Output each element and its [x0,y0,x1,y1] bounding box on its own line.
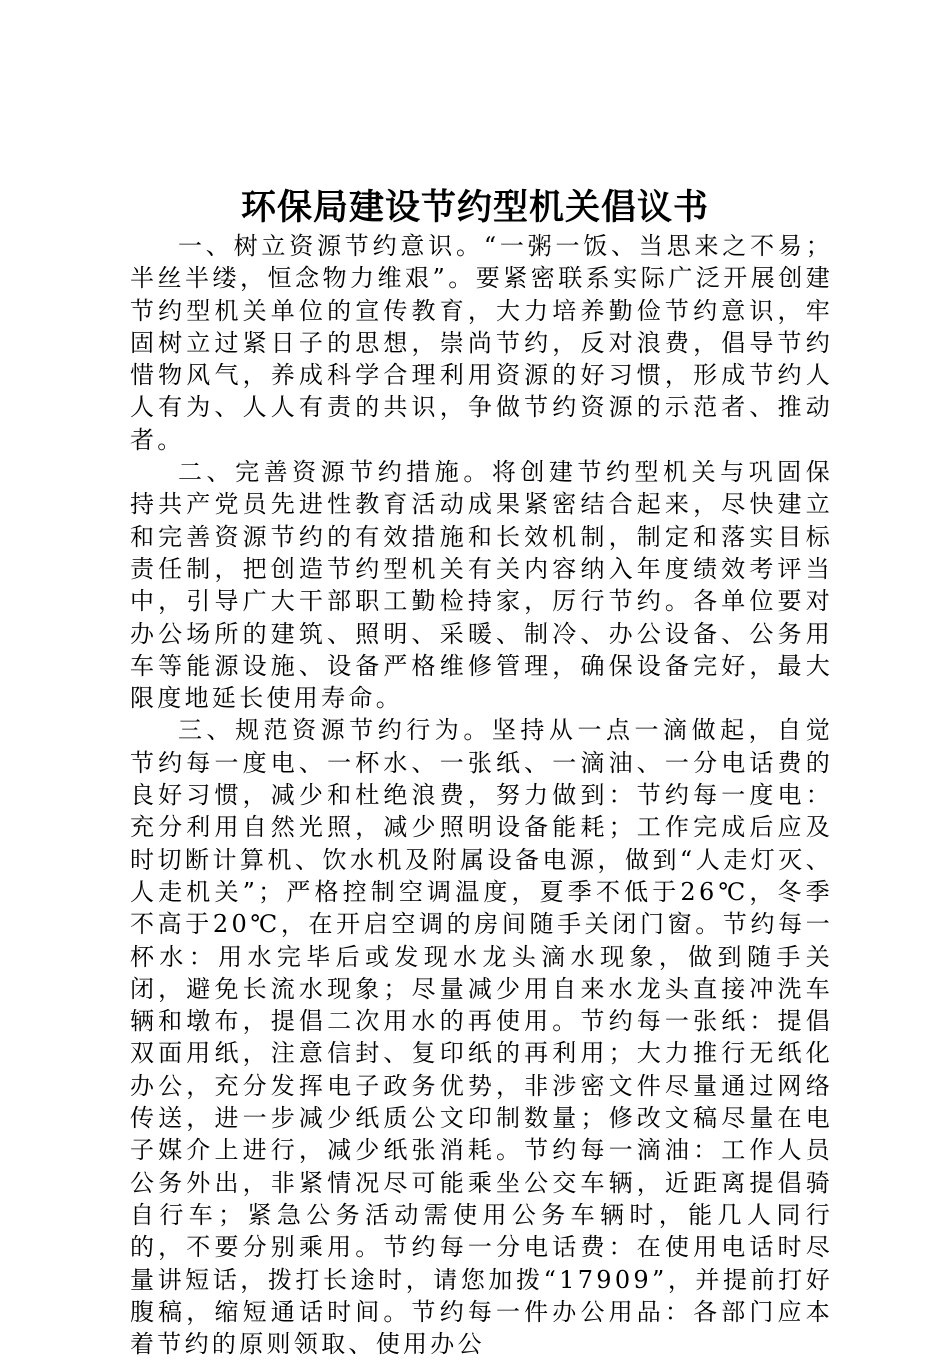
paragraph-1: 一、树立资源节约意识。“一粥一饭、当思来之不易；半丝半缕，恒念物力维艰”。要紧密联系实际广泛开展创建节约型机关单位的宣传教育，大力培养勤俭节约意识，牢固树立过紧日子的思想，崇尚节约，反对浪费，倡导节约惜物风气，养成科学合理利用资源的好习惯，形成节约人人有为、人人有责的共识，争做节约资源的示范者、推动者。 [130,232,833,454]
paragraph-3: 三、规范资源节约行为。坚持从一点一滴做起，自觉节约每一度电、一杯水、一张纸、一滴油、一分电话费的良好习惯，减少和杜绝浪费，努力做到：节约每一度电：充分利用自然光照，减少照明设备能耗；工作完成后应及时切断计算机、饮水机及附属设备电源，做到“人走灯灭、人走机关”；严格控制空调温度，夏季不低于26℃，冬季不高于20℃，在开启空调的房间随手关闭门窗。节约每一杯水：用水完毕后或发现水龙头滴水现象，做到随手关闭，避免长流水现象；尽量减少用自来水龙头直接冲洗车辆和墩布，提倡二次用水的再使用。节约每一张纸：提倡双面用纸，注意信封、复印纸的再利用；大力推行无纸化办公，充分发挥电子政务优势，非涉密文件尽量通过网络传送，进一步减少纸质公文印制数量；修改文稿尽量在电子媒介上进行，减少纸张消耗。节约每一滴油：工作人员公务外出，非紧情况尽可能乘坐公交车辆，近距离提倡骑自行车；紧急公务活动需使用公务车辆时，能几人同行的，不要分别乘用。节约每一分电话费：在使用电话时尽量讲短话，拨打长途时，请您加拨“17909”，并提前打好腹稿，缩短通话时间。节约每一件办公用品：各部门应本着节约的原则领取、使用办公 [130,716,833,1359]
document-body [130,230,833,1360]
document-title: 环保局建设节约型机关倡议书 [240,187,709,228]
paragraph-2: 二、完善资源节约措施。将创建节约型机关与巩固保持共产党员先进性教育活动成果紧密结合起来，尽快建立和完善资源节约的有效措施和长效机制，制定和落实目标责任制，把创造节约型机关有关内容纳入年度绩效考评当中，引导广大干部职工勤检持家，厉行节约。各单位要对办公场所的建筑、照明、采暖、制冷、办公设备、公务用车等能源设施、设备严格维修管理，确保设备完好，最大限度地延长使用寿命。 [130,458,833,713]
